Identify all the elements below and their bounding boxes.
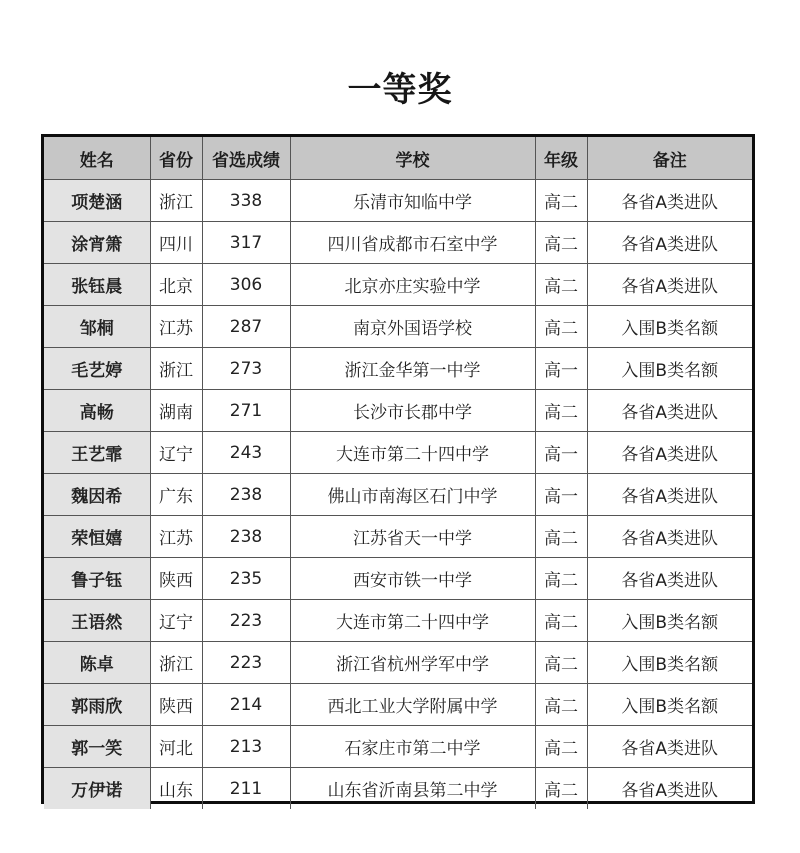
cell-grade: 高二 (535, 390, 587, 432)
cell-name: 高畅 (44, 390, 150, 432)
cell-remark: 各省A类进队 (587, 726, 752, 768)
cell-name: 郭一笑 (44, 726, 150, 768)
cell-name: 郭雨欣 (44, 684, 150, 726)
cell-score: 317 (202, 222, 290, 264)
table-row (44, 222, 752, 264)
cell-grade: 高一 (535, 432, 587, 474)
cell-remark: 入围B类名额 (587, 348, 752, 390)
cell-grade: 高二 (535, 600, 587, 642)
cell-name: 项楚涵 (44, 180, 150, 222)
cell-grade: 高二 (535, 516, 587, 558)
cell-school: 大连市第二十四中学 (290, 600, 535, 642)
cell-name: 毛艺婷 (44, 348, 150, 390)
table-row (44, 306, 752, 348)
cell-score: 271 (202, 390, 290, 432)
cell-province: 广东 (150, 474, 202, 516)
cell-province: 四川 (150, 222, 202, 264)
cell-score: 235 (202, 558, 290, 600)
table-row (44, 432, 752, 474)
cell-grade: 高二 (535, 558, 587, 600)
table-row (44, 390, 752, 432)
cell-school: 江苏省天一中学 (290, 516, 535, 558)
cell-province: 陕西 (150, 684, 202, 726)
cell-score: 238 (202, 474, 290, 516)
cell-remark: 入围B类名额 (587, 600, 752, 642)
header-school: 学校 (290, 137, 535, 180)
cell-grade: 高二 (535, 726, 587, 768)
table-row (44, 348, 752, 390)
table-header-row (44, 137, 752, 180)
cell-remark: 各省A类进队 (587, 222, 752, 264)
table-row (44, 558, 752, 600)
cell-remark: 各省A类进队 (587, 390, 752, 432)
cell-school: 南京外国语学校 (290, 306, 535, 348)
cell-school: 浙江省杭州学军中学 (290, 642, 535, 684)
cell-score: 211 (202, 768, 290, 810)
cell-school: 山东省沂南县第二中学 (290, 768, 535, 810)
cell-school: 长沙市长郡中学 (290, 390, 535, 432)
cell-remark: 各省A类进队 (587, 264, 752, 306)
cell-remark: 入围B类名额 (587, 306, 752, 348)
cell-remark: 各省A类进队 (587, 516, 752, 558)
cell-name: 万伊诺 (44, 768, 150, 810)
cell-score: 223 (202, 642, 290, 684)
cell-province: 山东 (150, 768, 202, 810)
header-remark: 备注 (587, 137, 752, 180)
cell-grade: 高二 (535, 180, 587, 222)
cell-grade: 高二 (535, 264, 587, 306)
award-table (44, 137, 752, 809)
cell-score: 223 (202, 600, 290, 642)
cell-score: 306 (202, 264, 290, 306)
header-score: 省选成绩 (202, 137, 290, 180)
cell-name: 涂宵箫 (44, 222, 150, 264)
cell-province: 江苏 (150, 306, 202, 348)
cell-grade: 高二 (535, 768, 587, 810)
header-grade: 年级 (535, 137, 587, 180)
cell-score: 287 (202, 306, 290, 348)
cell-name: 王语然 (44, 600, 150, 642)
cell-grade: 高二 (535, 222, 587, 264)
cell-remark: 入围B类名额 (587, 642, 752, 684)
cell-remark: 各省A类进队 (587, 180, 752, 222)
cell-school: 石家庄市第二中学 (290, 726, 535, 768)
cell-remark: 各省A类进队 (587, 768, 752, 810)
header-province: 省份 (150, 137, 202, 180)
cell-province: 陕西 (150, 558, 202, 600)
table-row (44, 726, 752, 768)
table-row (44, 642, 752, 684)
cell-province: 湖南 (150, 390, 202, 432)
cell-province: 浙江 (150, 642, 202, 684)
cell-remark: 各省A类进队 (587, 432, 752, 474)
header-name: 姓名 (44, 137, 150, 180)
award-table-frame (41, 134, 755, 804)
cell-name: 鲁子钰 (44, 558, 150, 600)
cell-grade: 高一 (535, 474, 587, 516)
cell-score: 243 (202, 432, 290, 474)
cell-province: 浙江 (150, 348, 202, 390)
cell-province: 浙江 (150, 180, 202, 222)
cell-name: 陈卓 (44, 642, 150, 684)
cell-school: 乐清市知临中学 (290, 180, 535, 222)
cell-name: 邹桐 (44, 306, 150, 348)
cell-remark: 各省A类进队 (587, 474, 752, 516)
table-row (44, 474, 752, 516)
cell-province: 辽宁 (150, 432, 202, 474)
table-row (44, 180, 752, 222)
cell-school: 佛山市南海区石门中学 (290, 474, 535, 516)
cell-grade: 高二 (535, 642, 587, 684)
cell-remark: 入围B类名额 (587, 684, 752, 726)
cell-name: 王艺霏 (44, 432, 150, 474)
cell-name: 张钰晨 (44, 264, 150, 306)
cell-province: 河北 (150, 726, 202, 768)
cell-name: 魏因希 (44, 474, 150, 516)
cell-score: 213 (202, 726, 290, 768)
cell-school: 西北工业大学附属中学 (290, 684, 535, 726)
cell-school: 四川省成都市石室中学 (290, 222, 535, 264)
table-row (44, 264, 752, 306)
cell-province: 江苏 (150, 516, 202, 558)
cell-score: 338 (202, 180, 290, 222)
table-row (44, 768, 752, 810)
cell-school: 大连市第二十四中学 (290, 432, 535, 474)
cell-grade: 高二 (535, 306, 587, 348)
cell-school: 西安市铁一中学 (290, 558, 535, 600)
page-title: 一等奖 (347, 70, 453, 110)
cell-name: 荣恒嬉 (44, 516, 150, 558)
table-row (44, 684, 752, 726)
cell-grade: 高一 (535, 348, 587, 390)
cell-school: 北京亦庄实验中学 (290, 264, 535, 306)
cell-score: 214 (202, 684, 290, 726)
cell-remark: 各省A类进队 (587, 558, 752, 600)
cell-province: 北京 (150, 264, 202, 306)
table-row (44, 600, 752, 642)
table-row (44, 516, 752, 558)
cell-province: 辽宁 (150, 600, 202, 642)
cell-grade: 高二 (535, 684, 587, 726)
cell-school: 浙江金华第一中学 (290, 348, 535, 390)
cell-score: 273 (202, 348, 290, 390)
cell-score: 238 (202, 516, 290, 558)
